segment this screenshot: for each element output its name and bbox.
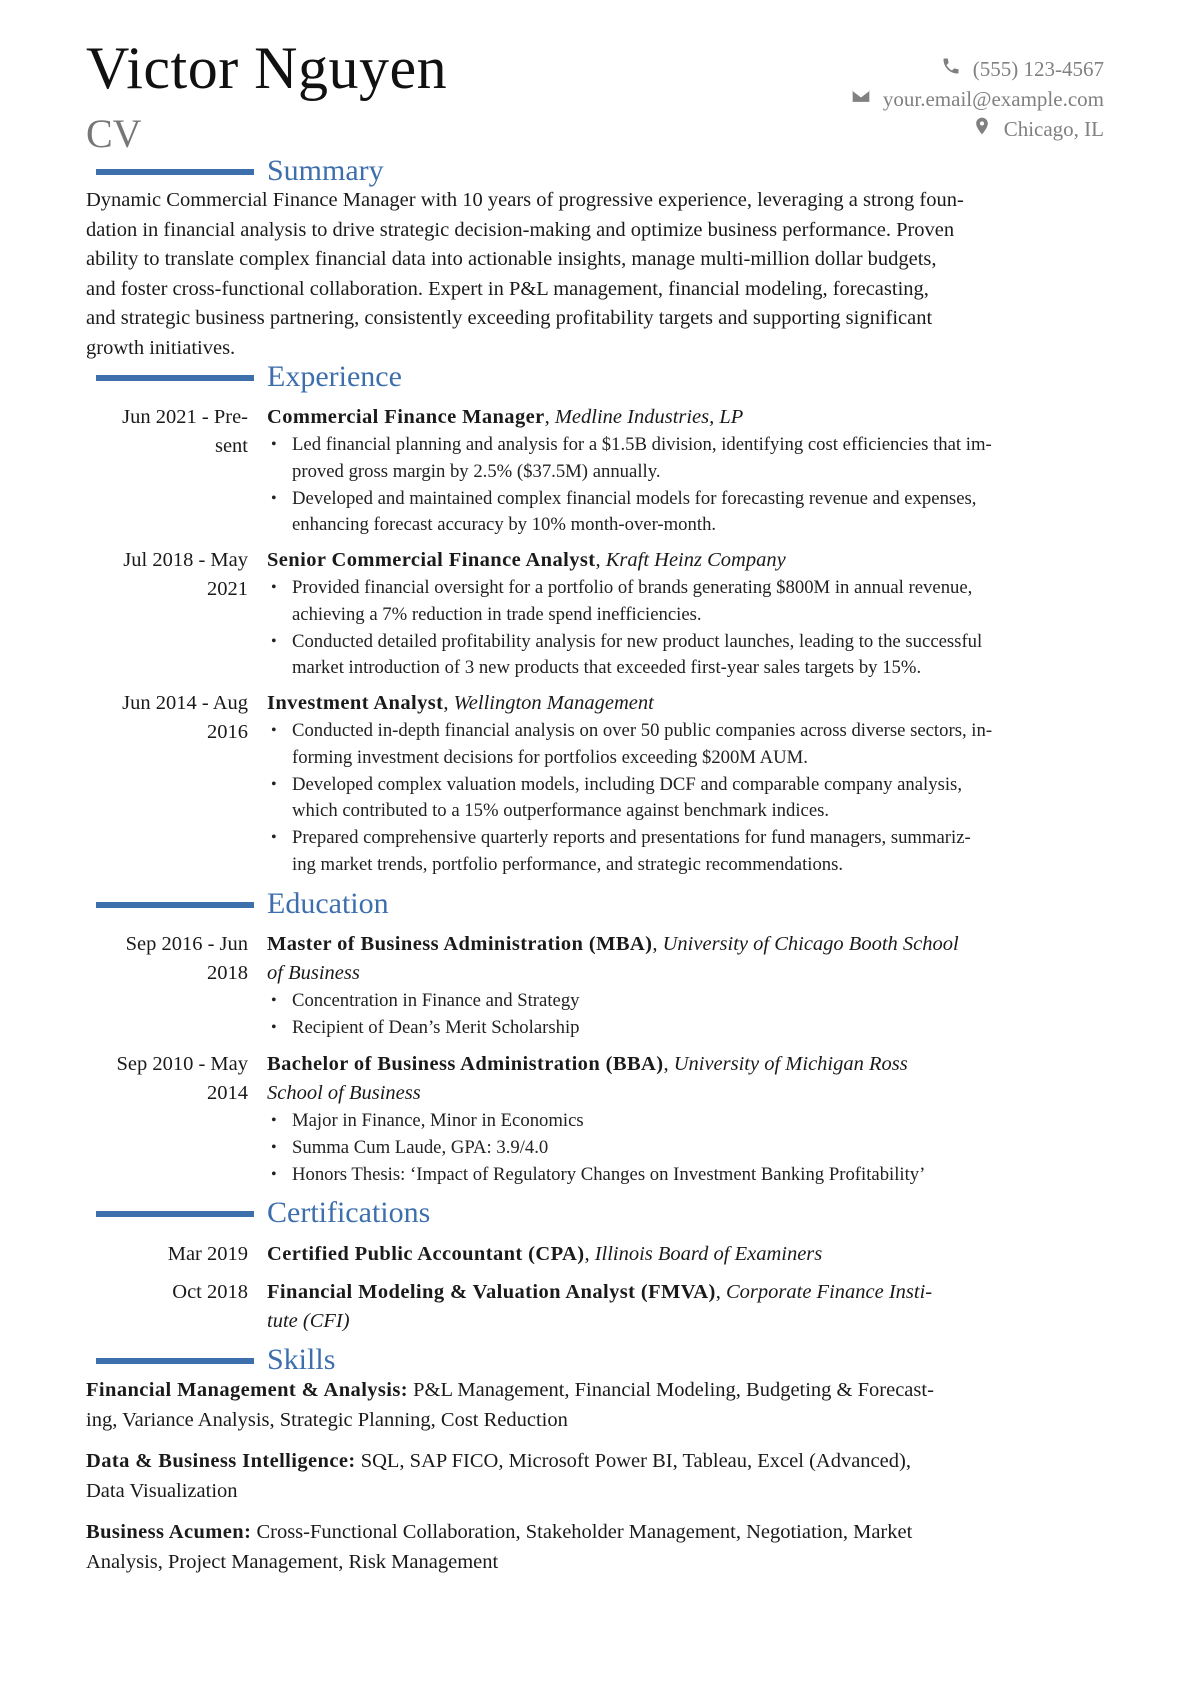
job-title: Commercial Finance Manager: [267, 406, 545, 428]
school-name-cont: School of Business: [267, 1082, 421, 1104]
list-item: • Provided financial oversight for a portfolio of brands generating $800M in annual revenue, achieving a 7% reduction in trade spend inefficiencies.: [267, 575, 1110, 629]
location-text: Chicago, IL: [1003, 116, 1104, 141]
skill-group: [86, 1376, 1110, 1435]
school-name: University of Chicago Booth School: [662, 933, 959, 955]
job-title: Senior Commercial Finance Analyst: [267, 549, 596, 571]
bullet-list: [267, 1108, 1110, 1188]
company-name: Wellington Management: [453, 692, 654, 714]
entry-date: [86, 1050, 248, 1108]
entry-body: Investment Analyst, Wellington Management • Conducted in-depth financial analysis on over 50 public companies across diverse sectors, in- forming investment decisions for portfolios exceeding $200M AUM. • Developed complex valuation models, including DCF and comparable company analysis, which contributed to a 15% outperformance against benchmark indices. • Prepared comprehensive quarterly reports and presentations for fund managers, summariz- ing market trends, portfolio performance, and strategic recommendations.: [267, 689, 1110, 879]
entry-date: [86, 403, 248, 461]
candidate-name: Victor Nguyen: [86, 35, 448, 101]
bullet-list: [267, 575, 1110, 682]
skill-label: Financial Management & Analysis:: [86, 1379, 409, 1401]
section-title-certifications: Certifications: [267, 1196, 431, 1229]
date-line: 2016: [207, 721, 248, 743]
entry-body: Bachelor of Business Administration (BBA), University of Michigan Ross School of Business • Major in Finance, Minor in Economics • Summa Cum Laude, GPA: 3.9/4.0 • Honors Thesis: ‘Impact of Regulatory Changes on Investment Banking Profitability’: [267, 1050, 1110, 1188]
entry-date: Mar 2019: [167, 1243, 248, 1265]
summary-line: dation in financial analysis to drive strategic decision-making and optimize business performance. Proven: [86, 218, 955, 241]
skill-group: [86, 1518, 1110, 1577]
entry-date: [86, 930, 248, 988]
date-line: 2021: [207, 578, 248, 600]
certification-title: Certified Public Accountant (CPA): [267, 1243, 585, 1265]
list-item: • Conducted detailed profitability analysis for new product launches, leading to the successful market introduction of 3 new products that exceeded first-year sales targets by 15%.: [267, 629, 1110, 683]
list-item: • Honors Thesis: ‘Impact of Regulatory Changes on Investment Banking Profitability’: [267, 1162, 1110, 1189]
summary-line: and strategic business partnering, consistently exceeding profitability targets and supporting significant: [86, 307, 933, 329]
map-marker-icon: [972, 116, 992, 142]
entry-body: Master of Business Administration (MBA), University of Chicago Booth School of Business • Concentration in Finance and Strategy • Recipient of Dean’s Merit Scholarship: [267, 930, 1110, 1042]
date-line: 2014: [207, 1082, 248, 1104]
skill-list: SQL, SAP FICO, Microsoft Power BI, Tableau, Excel (Advanced),: [355, 1450, 911, 1472]
envelope-icon: [851, 86, 871, 112]
section-experience: [96, 359, 1106, 399]
email-address: your.email@example.com: [882, 86, 1104, 111]
skill-list-cont: Data Visualization: [86, 1479, 238, 1502]
contact-block: [851, 54, 1104, 144]
list-item: • Summa Cum Laude, GPA: 3.9/4.0: [267, 1135, 1110, 1162]
list-item: • Major in Finance, Minor in Economics: [267, 1108, 1110, 1135]
school-name-cont: of Business: [267, 962, 360, 984]
contact-email[interactable]: [851, 84, 1104, 114]
section-bar: [96, 1358, 254, 1364]
section-bar: [96, 169, 254, 175]
date-line: Jun 2021 - Pre-: [122, 406, 248, 428]
bullet-list: [267, 718, 1110, 879]
skill-list-cont: Analysis, Project Management, Risk Management: [86, 1550, 499, 1573]
contact-phone[interactable]: [851, 54, 1104, 84]
issuer-name: Corporate Finance Insti-: [726, 1281, 933, 1303]
degree-title: Bachelor of Business Administration (BBA): [267, 1053, 664, 1075]
date-line: 2018: [207, 962, 248, 984]
list-item: • Led financial planning and analysis for a $1.5B division, identifying cost efficiencies that im- proved gross margin by 2.5% ($37.5M) annually.: [267, 432, 1110, 486]
section-bar: [96, 902, 254, 908]
section-title-skills: Skills: [267, 1343, 336, 1376]
job-title: Investment Analyst: [267, 692, 444, 714]
summary-line: growth initiatives.: [86, 336, 236, 359]
degree-title: Master of Business Administration (MBA): [267, 933, 653, 955]
entry-date: [86, 689, 248, 747]
summary-line: Dynamic Commercial Finance Manager with 10 years of progressive experience, leveraging a strong foun-: [86, 189, 964, 211]
section-bar: [96, 375, 254, 381]
skill-list: Cross-Functional Collaboration, Stakeholder Management, Negotiation, Market: [251, 1521, 913, 1543]
entry-body: Senior Commercial Finance Analyst, Kraft Heinz Company • Provided financial oversight for a portfolio of brands generating $800M in annual revenue, achieving a 7% reduction in trade spend inefficiencies. • Conducted detailed profitability analysis for new product launches, leading to the successful market introduction of 3 new products that exceeded first-year sales targets by 15%.: [267, 546, 1110, 682]
summary-line: and foster cross-functional collaboration. Expert in P&L management, financial modeling, forecasting,: [86, 277, 929, 300]
school-name: University of Michigan Ross: [673, 1053, 908, 1075]
entry-body: Certified Public Accountant (CPA), Illinois Board of Examiners: [267, 1243, 823, 1265]
skill-list: P&L Management, Financial Modeling, Budgeting & Forecast-: [408, 1379, 934, 1401]
bullet-list: [267, 988, 1110, 1042]
certification-title: Financial Modeling & Valuation Analyst (FMVA): [267, 1281, 716, 1303]
bullet-list: [267, 432, 1110, 539]
entry-body: Financial Modeling & Valuation Analyst (FMVA), Corporate Finance Insti- tute (CFI): [267, 1278, 1110, 1336]
date-line: Sep 2016 - Jun: [125, 933, 248, 955]
section-education: [96, 886, 1106, 926]
summary-line: ability to translate complex financial data into actionable insights, manage multi-million dollar budgets,: [86, 248, 937, 270]
skill-label: Data & Business Intelligence:: [86, 1450, 356, 1472]
entry-date: [86, 546, 248, 604]
list-item: • Developed and maintained complex financial models for forecasting revenue and expenses, enhancing forecast accuracy by 10% month-over-month.: [267, 486, 1110, 540]
date-line: Jul 2018 - May: [123, 549, 248, 571]
entry-date: Oct 2018: [172, 1281, 248, 1303]
entry-body: Commercial Finance Manager, Medline Industries, LP • Led financial planning and analysis for a $1.5B division, identifying cost efficiencies that im- proved gross margin by 2.5% ($37.5M) annually. • Developed and maintained complex financial models for forecasting revenue and expenses, enhancing forecast accuracy by 10% month-over-month.: [267, 403, 1110, 539]
contact-location: [851, 114, 1104, 144]
list-item: • Conducted in-depth financial analysis on over 50 public companies across diverse sectors, in- forming investment decisions for portfolios exceeding $200M AUM.: [267, 718, 1110, 772]
date-line: Sep 2010 - May: [116, 1053, 248, 1075]
company-name: Medline Industries, LP: [554, 406, 744, 428]
list-item: • Prepared comprehensive quarterly reports and presentations for fund managers, summariz- ing market trends, portfolio performance, and strategic recommendations.: [267, 825, 1110, 879]
section-title-education: Education: [267, 887, 389, 920]
list-item: • Concentration in Finance and Strategy: [267, 988, 1110, 1015]
section-bar: [96, 1211, 254, 1217]
phone-icon: [941, 56, 961, 82]
list-item: • Recipient of Dean’s Merit Scholarship: [267, 1015, 1110, 1042]
list-item: • Developed complex valuation models, including DCF and comparable company analysis, which contributed to a 15% outperformance against benchmark indices.: [267, 772, 1110, 826]
phone-number: (555) 123-4567: [972, 56, 1104, 81]
company-name: Kraft Heinz Company: [605, 549, 786, 571]
section-title-summary: Summary: [267, 154, 384, 187]
skill-list-cont: ing, Variance Analysis, Strategic Planning, Cost Reduction: [86, 1408, 568, 1431]
issuer-name-cont: tute (CFI): [267, 1310, 350, 1332]
date-line: sent: [214, 435, 248, 457]
section-certifications: [96, 1195, 1106, 1235]
date-line: Jun 2014 - Aug: [122, 692, 248, 714]
issuer-name: Illinois Board of Examiners: [594, 1243, 823, 1265]
skill-group: [86, 1447, 1110, 1506]
skill-label: Business Acumen:: [86, 1521, 252, 1543]
summary-text: [86, 186, 1110, 363]
document-subtitle: CV: [86, 111, 142, 156]
section-title-experience: Experience: [267, 360, 402, 393]
